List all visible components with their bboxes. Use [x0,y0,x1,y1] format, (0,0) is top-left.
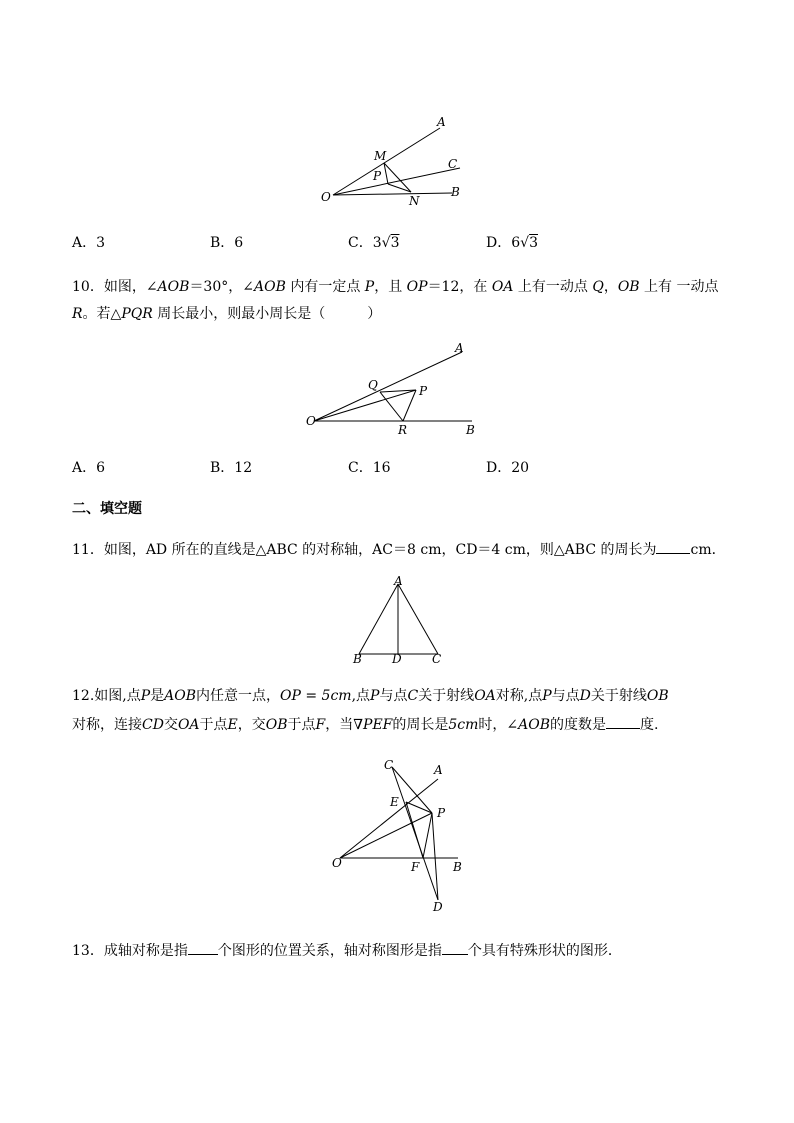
text: 于点 [287,717,316,733]
q12-label-D: D [433,900,443,914]
option-letter: B． [210,460,235,476]
text: 上有一动点 [513,279,593,295]
text: ，交 [237,717,266,733]
text: 度. [640,717,659,733]
text: 个图形的位置关系，轴对称图形是指 [217,943,442,959]
q11-label-A: A [394,574,403,588]
option-prefix: 6 [511,235,521,251]
text: cm． [690,542,726,558]
q9-label-O: O [321,190,331,204]
text: 关于射线 [590,688,647,704]
math: CD [142,717,164,733]
text: 与点 [551,688,580,704]
q10-label-O: O [306,414,316,428]
math: E [227,717,238,733]
q12-label-O: O [332,856,342,870]
answer-blank [442,942,468,955]
text: ＝12，在 [427,279,492,295]
math: P [370,688,380,704]
q9-label-M: M [374,149,387,163]
text: 个具有特殊形状的图形． [467,943,622,959]
math: OP = 5cm [280,688,352,704]
text: ， [603,279,618,295]
answer-blank [656,541,690,554]
text: 。若△ [82,306,122,322]
q10-label-P: P [419,384,428,398]
q10-stem-line1 [72,276,718,296]
section-heading: 二、填空题 [72,501,142,517]
option-letter: D． [486,460,512,476]
math: OB [646,688,669,704]
q9-label-P: P [373,169,382,183]
q9-option-c [348,232,399,252]
q9-figure [315,112,475,212]
math: P [542,688,552,704]
q9-option-a [72,232,105,252]
option-value: 6 [234,235,244,251]
text: 内有一定点 [285,279,365,295]
math: 5cm [448,717,479,733]
option-value: 16 [372,460,391,476]
q11-stem [72,539,726,559]
text: ,点 [351,688,371,704]
math: ∠AOB [506,717,551,733]
math: ∇PEF [353,717,393,733]
math: R [72,306,83,322]
math: AOB [164,688,197,704]
text: 交 [163,717,178,733]
option-value: 20 [511,460,530,476]
text: 与点 [379,688,408,704]
q12-label-C: C [384,758,394,772]
math: OA [474,688,496,704]
math: P [140,688,151,704]
math: OA [177,717,200,733]
option-letter: C． [348,235,373,251]
text: 上有 一动点 [639,279,719,295]
q11-label-D: D [392,652,402,666]
q10-option-d [486,457,529,477]
text: 13．成轴对称是指 [72,943,188,959]
text: 时， [478,717,507,733]
q10-option-b [210,457,252,477]
q9-option-d [486,232,538,252]
q12-label-P: P [437,806,446,820]
text: 内任意一点， [196,688,281,704]
q11-label-C: C [432,652,442,666]
math: Q [592,279,604,295]
answer-blank [606,716,640,729]
q10-label-A: A [455,341,464,355]
sqrt-sign-icon: √ [381,235,391,251]
answer-blank [188,942,218,955]
q10-stem-line2 [72,303,381,323]
math: C [407,688,419,704]
text: 关于射线 [418,688,475,704]
q9-label-C: C [448,157,458,171]
option-letter: B． [210,235,235,251]
q9-label-A: A [437,115,446,129]
math: OB [265,717,288,733]
math: PQR [121,306,153,322]
option-prefix: 3 [372,235,382,251]
text: 的周长是 [392,717,449,733]
option-letter: A． [72,460,97,476]
q12-stem-line1 [72,685,669,705]
option-value: 3 [96,235,106,251]
sqrt-sign-icon: √ [520,235,530,251]
q12-stem-line2 [72,714,658,734]
q12-label-B: B [453,860,462,874]
option-value: 6 [96,460,106,476]
option-radicand: 3 [529,235,538,251]
math: F [315,717,326,733]
text: 周长最小，则最小周长是（ ） [152,306,382,322]
text: 10．如图， [72,279,146,295]
q11-label-B: B [353,652,362,666]
math: P [364,279,375,295]
math: D [579,688,591,704]
option-letter: D． [486,235,512,251]
text: 的度数是 [550,717,607,733]
text: 于点 [199,717,228,733]
math: OA [491,279,514,295]
q10-label-Q: Q [368,378,378,392]
q10-figure [300,338,485,438]
q11-figure [350,574,450,669]
text: ＝30°， [189,279,243,295]
text: 11．如图，AD 所在的直线是△ABC 的对称轴，AC＝8 cm，CD＝4 cm，则△ABC 的周长为 [72,542,657,558]
text: 对称,点 [495,688,543,704]
q10-option-a [72,457,105,477]
text: 是 [150,688,165,704]
text: ，且 [374,279,407,295]
math: ∠AOB [242,279,286,295]
text: 12.如图,点 [72,688,141,704]
math: ∠AOB [145,279,190,295]
q9-label-N: N [409,194,420,208]
q12-label-E: E [390,795,399,809]
q10-label-B: B [466,423,475,437]
q12-figure [328,755,468,915]
q13-stem [72,940,622,960]
text: ，当 [325,717,354,733]
option-value: 12 [234,460,253,476]
option-letter: A． [72,235,97,251]
math: OP [406,279,428,295]
math: OB [617,279,640,295]
option-radicand: 3 [390,235,400,251]
q9-label-B: B [451,185,460,199]
q12-label-A: A [434,763,443,777]
q10-label-R: R [398,423,408,437]
q9-option-b [210,232,243,252]
text: 对称，连接 [72,717,142,733]
q10-option-c [348,457,391,477]
option-letter: C． [348,460,373,476]
q12-label-F: F [411,860,420,874]
